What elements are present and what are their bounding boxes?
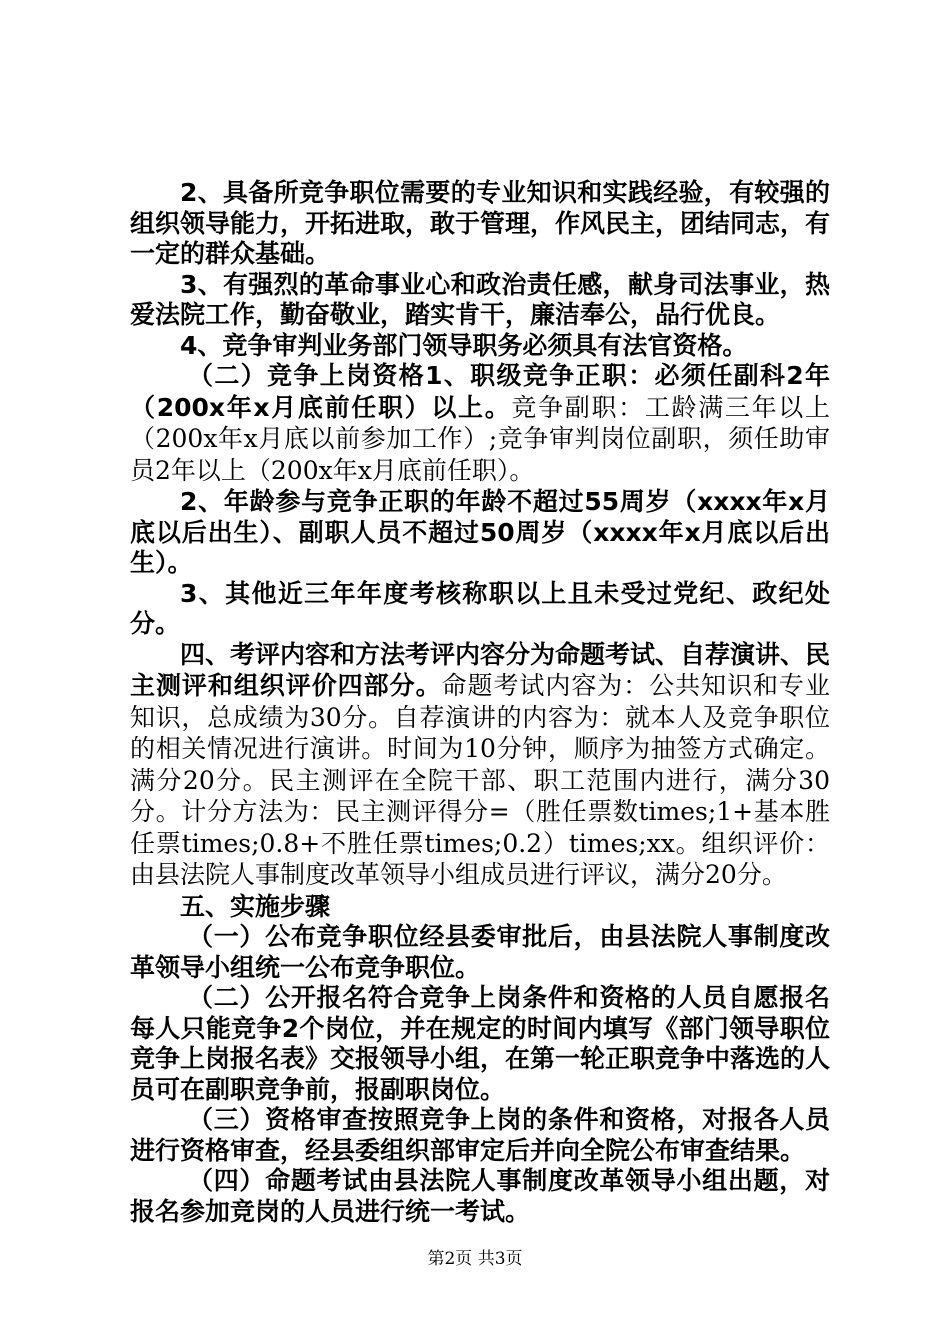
section-heading-steps: 五、实施步骤 bbox=[180, 891, 331, 921]
evaluation-normal-text: 命题考试内容为：公共知识和专业知识，总成绩为30分。自荐演讲的内容为：就本人及竞争职位的相关情况进行演讲。时间为10分钟，顺序为抽签方式确定。满分20分。民主测评在全院干部、职工范围内进行，满分30分。计分方法为：民主测评得分=（胜任票数times;1+基本胜任票times;0.8+不胜任票times;0.2）times;xx。组织评价：由县法院人事制度改革领导小组成员进行评议，满分20分。 bbox=[130, 671, 830, 889]
paragraph-requirement-2: 2、具备所竞争职位需要的专业知识和实践经验，有较强的组织领导能力，开拓进取，敢于管理，作风民主，团结同志，有一定的群众基础。 bbox=[130, 178, 831, 268]
paragraph-evaluation bbox=[130, 640, 830, 892]
evaluation-bold-text: 四、考评内容和方法考评内容分为命题考试、自荐演讲、民主测评和组织评价四部分。 bbox=[130, 639, 831, 700]
paragraph-age: 2、年龄参与竞争正职的年龄不超过55周岁（xxxx年x月底以后出生）、副职人员不超过50周岁（xxxx年x月底以后出生）。 bbox=[130, 487, 830, 577]
paragraph-step-3: （三）资格审查按照竞争上岗的条件和资格，对报各人员进行资格审查，经县委组织部审定后并向全院公布审查结果。 bbox=[130, 1105, 830, 1165]
paragraph-step-4: （四）命题考试由县法院人事制度改革领导小组出题，对报名参加竞岗的人员进行统一考试。 bbox=[130, 1166, 830, 1226]
paragraph-step-2: （二）公开报名符合竞争上岗条件和资格的人员自愿报名每人只能竞争2个岗位，并在规定的时间内填写《部门领导职位竞争上岗报名表》交报领导小组，在第一轮正职竞争中落选的人员可在副职竞争前，报副职岗位。 bbox=[130, 983, 831, 1104]
paragraph-discipline: 3、其他近三年年度考核称职以上且未受过党纪、政纪处分。 bbox=[130, 578, 830, 638]
paragraph-requirement-3: 3、有强烈的革命事业心和政治责任感，献身司法事业，热爱法院工作，勤奋敬业，踏实肯干，廉洁奉公，品行优良。 bbox=[130, 269, 830, 329]
paragraph-qualification bbox=[130, 361, 830, 487]
qualification-normal-text: 竞争副职：工龄满三年以上（200x年x月底以前参加工作）;竞争审判岗位副职，须任助审员2年以上（200x年x月底前任职）。 bbox=[130, 392, 830, 485]
page-footer: 第2页 共3页 bbox=[427, 1249, 523, 1269]
paragraph-step-1: （一）公布竞争职位经县委审批后，由县法院人事制度改革领导小组统一公布竞争职位。 bbox=[130, 922, 830, 982]
paragraph-requirement-4: 4、竞争审判业务部门领导职务必须具有法官资格。 bbox=[180, 330, 748, 360]
qualification-bold-text: （二）竞争上岗资格1、职级竞争正职：必须任副科2年（200x年x月底前任职）以上。 bbox=[130, 361, 830, 422]
document-body bbox=[130, 178, 830, 1227]
